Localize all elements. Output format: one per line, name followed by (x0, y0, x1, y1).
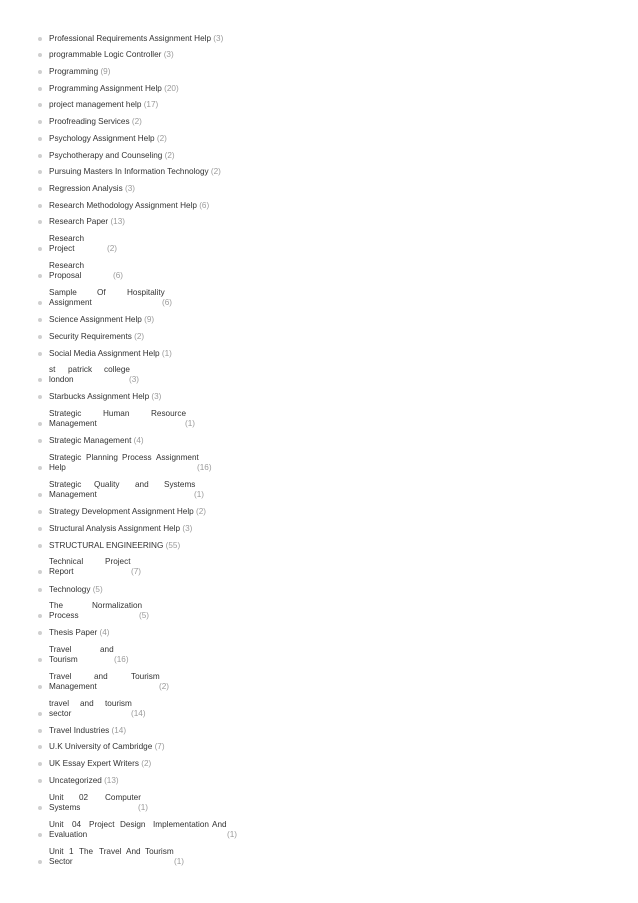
category-word: 02 (79, 793, 89, 802)
category-count: (3) (182, 524, 193, 533)
category-item-travel-industries (49, 726, 126, 736)
bullet-icon (38, 544, 42, 548)
bullet-icon (38, 860, 42, 864)
category-word: And (126, 847, 141, 856)
category-count: (1) (194, 490, 205, 499)
category-link[interactable]: Strategy Development Assignment Help (49, 507, 194, 516)
category-word: Sample (49, 288, 77, 297)
category-word: st (49, 365, 56, 374)
category-item-starbucks-assignment-help (49, 392, 161, 402)
category-word: Computer (105, 793, 141, 802)
category-item-science-assignment-help (49, 315, 154, 325)
category-count: (3) (163, 50, 174, 59)
category-link[interactable]: Programming (49, 67, 99, 76)
category-link[interactable]: U.K University of Cambridge (49, 742, 153, 751)
category-word: Management (49, 419, 97, 428)
category-count: (3) (125, 184, 136, 193)
category-word: london (49, 375, 74, 384)
category-word: Assignment (49, 298, 92, 307)
bullet-icon (38, 422, 42, 426)
category-word: Help (49, 463, 66, 472)
bullet-icon (38, 745, 42, 749)
category-word: Strategic (49, 409, 82, 418)
category-count: (3) (213, 34, 224, 43)
bullet-icon (38, 527, 42, 531)
category-count: (2) (134, 332, 145, 341)
category-word: Project (49, 244, 75, 253)
bullet-icon (38, 335, 42, 339)
bullet-icon (38, 37, 42, 41)
bullet-icon (38, 588, 42, 592)
category-count: (2) (196, 507, 207, 516)
category-item-psychotherapy-and-counseling (49, 151, 175, 161)
category-count: (17) (143, 100, 159, 109)
category-word: travel (49, 699, 70, 708)
category-word: Tourism (145, 847, 174, 856)
category-item-social-media-assignment-help (49, 349, 172, 359)
bullet-icon (38, 70, 42, 74)
category-count: (4) (133, 436, 144, 445)
category-link[interactable]: STRUCTURAL ENGINEERING (49, 541, 164, 550)
category-word: Of (97, 288, 106, 297)
category-count: (20) (164, 84, 179, 93)
category-word: And (212, 820, 227, 829)
category-item-uk-essay-expert-writers (49, 759, 151, 769)
category-count: (6) (162, 298, 173, 307)
category-count: (2) (210, 167, 221, 176)
category-count: (13) (110, 217, 126, 226)
category-item-uncategorized (49, 776, 119, 786)
category-link[interactable]: project management help (49, 100, 142, 109)
bullet-icon (38, 53, 42, 57)
bullet-icon (38, 87, 42, 91)
category-link[interactable]: Starbucks Assignment Help (49, 392, 150, 401)
category-item-security-requirements (49, 332, 144, 342)
category-word: and (100, 645, 114, 654)
category-word: Travel (49, 645, 72, 654)
category-item-programmable-logic-controller (49, 50, 174, 60)
category-word: Implementation (153, 820, 209, 829)
category-item-strategy-development-assignment-help (49, 507, 206, 517)
category-item-structural-engineering (49, 541, 180, 551)
bullet-icon (38, 712, 42, 716)
bullet-icon (38, 170, 42, 174)
category-word: Management (49, 490, 97, 499)
bullet-icon (38, 378, 42, 382)
category-word: tourism (105, 699, 132, 708)
category-count: (14) (111, 726, 127, 735)
category-word: Travel (99, 847, 122, 856)
category-link[interactable]: programmable Logic Controller (49, 50, 162, 59)
bullet-icon (38, 510, 42, 514)
category-word: sector (49, 709, 72, 718)
category-link[interactable]: Professional Requirements Assignment Help (49, 34, 212, 43)
category-count: (2) (107, 244, 118, 253)
bullet-icon (38, 352, 42, 356)
category-item-research-methodology-assignment-help (49, 201, 209, 211)
category-link[interactable]: Pursuing Masters In Information Technology (49, 167, 209, 176)
category-word: Planning (86, 453, 118, 462)
bullet-icon (38, 274, 42, 278)
category-item-programming-assignment-help (49, 84, 179, 94)
category-word: Research (49, 234, 85, 243)
category-count: (9) (144, 315, 155, 324)
category-link[interactable]: Social Media Assignment Help (49, 349, 160, 358)
category-count: (14) (131, 709, 146, 718)
bullet-icon (38, 806, 42, 810)
category-count: (1) (227, 830, 238, 839)
category-word: Research (49, 261, 85, 270)
bullet-icon (38, 318, 42, 322)
category-count: (2) (156, 134, 167, 143)
category-word: Process (49, 611, 79, 620)
category-link[interactable]: Psychotherapy and Counseling (49, 151, 163, 160)
bullet-icon (38, 762, 42, 766)
bullet-icon (38, 137, 42, 141)
category-word: Travel (49, 672, 72, 681)
bullet-icon (38, 103, 42, 107)
category-word: college (104, 365, 130, 374)
category-link[interactable]: Travel Industries (49, 726, 110, 735)
category-count: (16) (114, 655, 129, 664)
category-count: (2) (141, 759, 152, 768)
category-link[interactable]: Research Methodology Assignment Help (49, 201, 197, 210)
category-count: (1) (161, 349, 172, 358)
category-count: (3) (129, 375, 140, 384)
category-word: The (79, 847, 94, 856)
bullet-icon (38, 187, 42, 191)
category-count: (5) (92, 585, 103, 594)
category-link[interactable]: Strategic Management (49, 436, 132, 445)
category-item-research-paper (49, 217, 125, 227)
bullet-icon (38, 685, 42, 689)
category-word: Project (105, 557, 131, 566)
category-word: Tourism (49, 655, 78, 664)
category-link[interactable]: Structural Analysis Assignment Help (49, 524, 181, 533)
bullet-icon (38, 658, 42, 662)
category-link[interactable]: Psychology Assignment Help (49, 134, 155, 143)
category-word: Design (120, 820, 146, 829)
category-word: Unit (49, 793, 64, 802)
category-word: Sector (49, 857, 73, 866)
category-item-thesis-paper (49, 628, 110, 638)
category-word: and (80, 699, 94, 708)
category-word: Process (122, 453, 152, 462)
category-count: (1) (138, 803, 149, 812)
category-word: Assignment (156, 453, 199, 462)
category-word: Systems (49, 803, 81, 812)
category-word: Technical (49, 557, 84, 566)
category-count: (5) (139, 611, 150, 620)
bullet-icon (38, 833, 42, 837)
category-word: Quality (94, 480, 120, 489)
category-word: Evaluation (49, 830, 88, 839)
category-count: (2) (164, 151, 175, 160)
category-count: (2) (159, 682, 170, 691)
category-word: Proposal (49, 271, 82, 280)
category-count: (1) (185, 419, 196, 428)
category-count: (3) (151, 392, 162, 401)
category-count: (9) (100, 67, 111, 76)
bullet-icon (38, 729, 42, 733)
category-word: Unit (49, 820, 64, 829)
category-word: Report (49, 567, 74, 576)
category-word: Resource (151, 409, 187, 418)
category-count: (6) (199, 201, 210, 210)
category-item-u-k-university-of-cambridge (49, 742, 165, 752)
category-word: and (94, 672, 108, 681)
bullet-icon (38, 154, 42, 158)
category-word: Tourism (131, 672, 160, 681)
bullet-icon (38, 614, 42, 618)
bullet-icon (38, 247, 42, 251)
category-word: Project (89, 820, 115, 829)
bullet-icon (38, 395, 42, 399)
category-link[interactable]: Programming Assignment Help (49, 84, 162, 93)
category-link[interactable]: Thesis Paper (49, 628, 98, 637)
category-word: 04 (72, 820, 82, 829)
category-word: Strategic (49, 480, 82, 489)
bullet-icon (38, 493, 42, 497)
category-word: Strategic (49, 453, 82, 462)
category-count: (13) (104, 776, 119, 785)
bullet-icon (38, 204, 42, 208)
category-word: Unit (49, 847, 64, 856)
category-word: Normalization (92, 601, 143, 610)
category-item-technology (49, 585, 103, 595)
category-item-proofreading-services (49, 117, 142, 127)
category-word: Human (103, 409, 130, 418)
category-item-strategic-management (49, 436, 144, 446)
category-count: (16) (197, 463, 212, 472)
bullet-icon (38, 301, 42, 305)
category-word: Systems (164, 480, 196, 489)
category-link[interactable]: UK Essay Expert Writers (49, 759, 139, 768)
category-count: (55) (165, 541, 181, 550)
bullet-icon (38, 631, 42, 635)
bullet-icon (38, 220, 42, 224)
category-item-project-management-help (49, 100, 158, 110)
bullet-icon (38, 120, 42, 124)
category-link[interactable]: Uncategorized (49, 776, 102, 785)
category-link[interactable]: Science Assignment Help (49, 315, 142, 324)
category-word: patrick (68, 365, 93, 374)
category-item-regression-analysis (49, 184, 135, 194)
category-count: (2) (131, 117, 142, 126)
bullet-icon (38, 570, 42, 574)
category-link[interactable]: Technology (49, 585, 91, 594)
category-link[interactable]: Research Paper (49, 217, 109, 226)
category-item-psychology-assignment-help (49, 134, 167, 144)
category-word: Management (49, 682, 97, 691)
category-item-pursuing-masters-in-information-technology (49, 167, 221, 177)
category-item-programming (49, 67, 110, 77)
category-count: (7) (131, 567, 142, 576)
category-link[interactable]: Regression Analysis (49, 184, 123, 193)
category-link[interactable]: Proofreading Services (49, 117, 130, 126)
category-item-professional-requirements-assignment-help (49, 34, 223, 44)
category-word: 1 (69, 847, 74, 856)
bullet-icon (38, 439, 42, 443)
category-word: Hospitality (127, 288, 165, 297)
category-count: (4) (99, 628, 110, 637)
category-count: (7) (154, 742, 165, 751)
category-link[interactable]: Security Requirements (49, 332, 132, 341)
category-count: (1) (174, 857, 185, 866)
category-item-structural-analysis-assignment-help (49, 524, 192, 534)
category-word: and (135, 480, 149, 489)
category-word: The (49, 601, 64, 610)
bullet-icon (38, 466, 42, 470)
bullet-icon (38, 779, 42, 783)
category-count: (6) (113, 271, 124, 280)
